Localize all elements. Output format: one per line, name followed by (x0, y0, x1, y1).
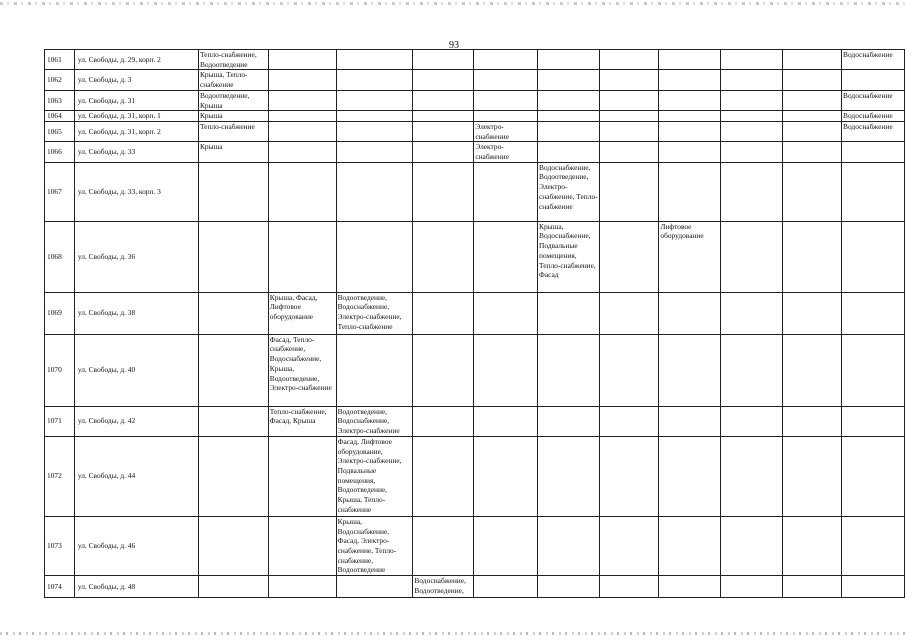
address-cell: ул. Свободы, д. 38 (74, 292, 198, 334)
work-cell (413, 90, 474, 110)
work-cell (782, 516, 841, 575)
work-cell: Тепло-снабжение, Фасад, Крыша (268, 406, 336, 436)
work-cell (721, 90, 782, 110)
work-cell (782, 292, 841, 334)
work-cell (268, 142, 336, 162)
address-cell: ул. Свободы, д. 42 (74, 406, 198, 436)
work-cell (782, 121, 841, 141)
work-cell: Крыша (198, 111, 268, 122)
table-row (45, 90, 905, 110)
table-row (45, 516, 905, 575)
work-cell (336, 50, 413, 70)
work-cell (268, 50, 336, 70)
work-cell (782, 111, 841, 122)
work-cell (659, 90, 721, 110)
work-cell (336, 111, 413, 122)
work-cell (336, 90, 413, 110)
work-cell (599, 50, 658, 70)
work-cell (659, 50, 721, 70)
address-cell: ул. Свободы, д. 29, корп. 2 (74, 50, 198, 70)
table-row (45, 292, 905, 334)
work-cell (198, 436, 268, 516)
work-cell (721, 70, 782, 90)
work-cell: Крыша, Тепло-снабжение (198, 70, 268, 90)
work-cell (842, 142, 905, 162)
work-cell (659, 334, 721, 406)
address-cell: ул. Свободы, д. 44 (74, 436, 198, 516)
table-row (45, 221, 905, 292)
address-cell: ул. Свободы, д. 36 (74, 221, 198, 292)
work-cell (413, 142, 474, 162)
work-cell (842, 162, 905, 221)
work-cell (599, 111, 658, 122)
work-cell (538, 121, 600, 141)
work-cell (782, 221, 841, 292)
work-cell: Водоснабжение (842, 50, 905, 70)
work-cell (599, 90, 658, 110)
work-cell (538, 50, 600, 70)
table-row (45, 50, 905, 70)
work-cell (336, 70, 413, 90)
work-cell: Крыша (198, 142, 268, 162)
work-cell (782, 90, 841, 110)
work-cell (842, 70, 905, 90)
work-cell (413, 50, 474, 70)
work-cell (782, 334, 841, 406)
work-cell (538, 111, 600, 122)
work-cell (599, 576, 658, 598)
work-cell (474, 90, 538, 110)
work-cell (336, 576, 413, 598)
address-cell: ул. Свободы, д. 40 (74, 334, 198, 406)
work-cell (721, 162, 782, 221)
row-number: 1065 (45, 121, 75, 141)
work-cell: Электро-снабжение (474, 142, 538, 162)
work-cell (474, 406, 538, 436)
work-cell (782, 406, 841, 436)
address-cell: ул. Свободы, д. 3 (74, 70, 198, 90)
work-cell: Лифтовое оборудование (659, 221, 721, 292)
work-cell (198, 292, 268, 334)
scan-noise-top (0, 2, 905, 5)
work-cell (599, 162, 658, 221)
scan-noise-bottom (0, 632, 905, 635)
work-cell: Водоснабжение (842, 121, 905, 141)
work-cell (659, 162, 721, 221)
work-cell (599, 121, 658, 141)
work-cell (336, 334, 413, 406)
work-cell (659, 111, 721, 122)
work-cell (268, 576, 336, 598)
row-number: 1067 (45, 162, 75, 221)
work-cell (538, 576, 600, 598)
work-cell (474, 292, 538, 334)
work-cell (198, 334, 268, 406)
work-cell: Водоотведение, Водоснабжение, Электро-снабжение (336, 406, 413, 436)
page-number: 93 (449, 40, 459, 51)
work-cell (336, 221, 413, 292)
work-cell (268, 436, 336, 516)
work-cell (842, 436, 905, 516)
work-cell (721, 576, 782, 598)
row-number: 1071 (45, 406, 75, 436)
address-cell: ул. Свободы, д. 33 (74, 142, 198, 162)
work-cell (413, 406, 474, 436)
work-cell (599, 221, 658, 292)
work-cell (413, 221, 474, 292)
row-number: 1066 (45, 142, 75, 162)
work-cell (268, 516, 336, 575)
work-cell (538, 292, 600, 334)
table-row (45, 111, 905, 122)
row-number: 1063 (45, 90, 75, 110)
work-cell (842, 516, 905, 575)
work-cell (336, 142, 413, 162)
work-cell (198, 576, 268, 598)
work-cell (538, 90, 600, 110)
work-cell: Фасад, Лифтовое оборудование, Электро-снабжение, Подвальные помещения, Водоотведение, Крыша, Тепло-снабжение (336, 436, 413, 516)
work-cell (782, 576, 841, 598)
work-cell (842, 292, 905, 334)
work-cell: Крыша, Водоснабжение, Фасад, Электро-снабжение, Тепло-снабжение, Водоотведение (336, 516, 413, 575)
work-cell (842, 406, 905, 436)
work-cell (842, 221, 905, 292)
row-number: 1068 (45, 221, 75, 292)
address-cell: ул. Свободы, д. 31 (74, 90, 198, 110)
work-cell (268, 111, 336, 122)
work-cell: Водоснабжение, Водоотведение, Электро-снабжение, Тепло-снабжение (538, 162, 600, 221)
work-cell (538, 70, 600, 90)
work-cell (474, 576, 538, 598)
work-cell (268, 221, 336, 292)
address-cell: ул. Свободы, д. 48 (74, 576, 198, 598)
work-cell (721, 221, 782, 292)
work-cell (782, 436, 841, 516)
work-cell (599, 142, 658, 162)
work-cell (538, 436, 600, 516)
work-cell (782, 70, 841, 90)
work-cell (198, 221, 268, 292)
work-cell (413, 436, 474, 516)
table-row (45, 334, 905, 406)
work-cell (721, 121, 782, 141)
work-cell (336, 121, 413, 141)
work-cell (413, 334, 474, 406)
work-cell: Водоотведение, Водоснабжение, Электро-снабжение, Тепло-снабжение (336, 292, 413, 334)
work-cell (721, 292, 782, 334)
work-cell (721, 50, 782, 70)
work-cell (413, 292, 474, 334)
work-cell (721, 334, 782, 406)
work-cell (599, 292, 658, 334)
row-number: 1073 (45, 516, 75, 575)
work-cell (413, 516, 474, 575)
work-cell (474, 50, 538, 70)
table-row (45, 70, 905, 90)
work-cell (198, 406, 268, 436)
work-cell (268, 121, 336, 141)
work-cell: Водоснабжение, Водоотведение, (413, 576, 474, 598)
work-cell (413, 70, 474, 90)
work-cell (659, 406, 721, 436)
row-number: 1061 (45, 50, 75, 70)
table-row (45, 436, 905, 516)
work-cell (659, 121, 721, 141)
work-cell (336, 162, 413, 221)
work-cell (268, 162, 336, 221)
repair-schedule-table (44, 49, 905, 598)
work-cell: Тепло-снабжение, Водоотведение (198, 50, 268, 70)
work-cell: Водоснабжение (842, 90, 905, 110)
work-cell (721, 142, 782, 162)
address-cell: ул. Свободы, д. 33, корп. 3 (74, 162, 198, 221)
work-cell (599, 334, 658, 406)
work-cell (782, 162, 841, 221)
work-cell (659, 142, 721, 162)
work-cell (659, 70, 721, 90)
work-cell: Тепло-снабжение (198, 121, 268, 141)
work-cell: Водоотведение, Крыша (198, 90, 268, 110)
work-cell (599, 406, 658, 436)
address-cell: ул. Свободы, д. 46 (74, 516, 198, 575)
work-cell (659, 516, 721, 575)
work-cell (474, 334, 538, 406)
work-cell (538, 334, 600, 406)
work-cell (474, 516, 538, 575)
work-cell: Крыша, Фасад, Лифтовое оборудование (268, 292, 336, 334)
table-row (45, 406, 905, 436)
row-number: 1064 (45, 111, 75, 122)
work-cell (599, 70, 658, 90)
table-row (45, 162, 905, 221)
work-cell (268, 90, 336, 110)
work-cell (842, 576, 905, 598)
work-cell (413, 162, 474, 221)
work-cell (474, 111, 538, 122)
work-cell (721, 111, 782, 122)
row-number: 1070 (45, 334, 75, 406)
address-cell: ул. Свободы, д. 31, корп. 1 (74, 111, 198, 122)
row-number: 1069 (45, 292, 75, 334)
work-cell: Фасад, Тепло-снабжение, Водоснабжение, Крыша, Водоотведение, Электро-снабжение (268, 334, 336, 406)
work-cell: Электро-снабжение (474, 121, 538, 141)
work-cell (538, 516, 600, 575)
work-cell (599, 516, 658, 575)
row-number: 1074 (45, 576, 75, 598)
work-cell: Водоснабжение (842, 111, 905, 122)
work-cell (659, 576, 721, 598)
work-cell (599, 436, 658, 516)
row-number: 1062 (45, 70, 75, 90)
work-cell (198, 162, 268, 221)
work-cell (721, 516, 782, 575)
work-cell (413, 121, 474, 141)
work-cell: Крыша, Водоснабжение, Подвальные помещения, Тепло-снабжение, Фасад (538, 221, 600, 292)
work-cell (842, 334, 905, 406)
work-cell (474, 221, 538, 292)
work-cell (721, 436, 782, 516)
work-cell (659, 292, 721, 334)
row-number: 1072 (45, 436, 75, 516)
table-row (45, 142, 905, 162)
address-cell: ул. Свободы, д. 31, корп. 2 (74, 121, 198, 141)
work-cell (782, 50, 841, 70)
work-cell (659, 436, 721, 516)
work-cell (782, 142, 841, 162)
work-cell (538, 406, 600, 436)
work-cell (198, 516, 268, 575)
work-cell (474, 162, 538, 221)
work-cell (413, 111, 474, 122)
work-cell (474, 70, 538, 90)
work-cell (538, 142, 600, 162)
work-cell (268, 70, 336, 90)
table-row (45, 576, 905, 598)
table-row (45, 121, 905, 141)
work-cell (474, 436, 538, 516)
work-cell (721, 406, 782, 436)
